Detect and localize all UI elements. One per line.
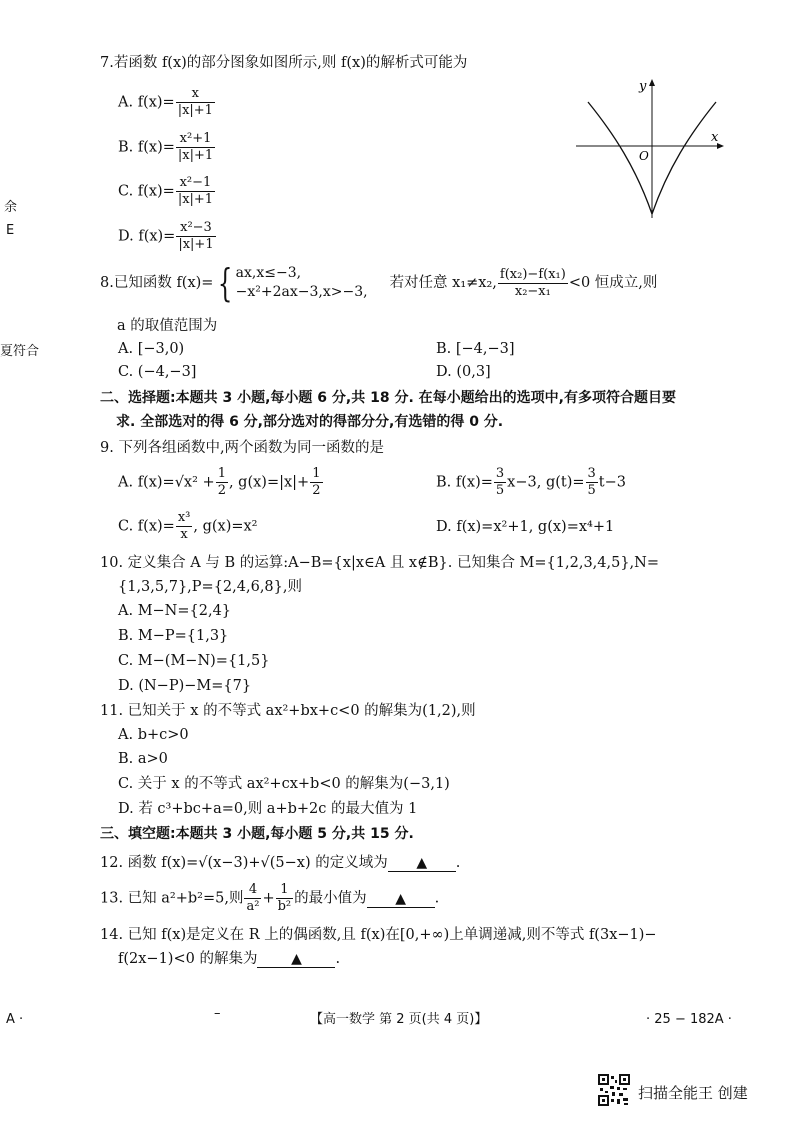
q8-option-b: B. [−4,−3] xyxy=(436,341,515,357)
q7-option-c xyxy=(118,175,216,208)
numerator: 1 xyxy=(276,882,294,899)
q11-option-c: C. 关于 x 的不等式 ax²+cx+b<0 的解集为(−3,1) xyxy=(118,776,450,792)
qr-code-icon xyxy=(598,1074,630,1106)
denominator: |x|+1 xyxy=(177,192,214,207)
q10-option-d: D. (N−P)−M={7} xyxy=(118,678,252,694)
fraction xyxy=(176,86,215,119)
answer-blank[interactable] xyxy=(388,855,456,872)
scanner-watermark: 扫描全能王 创建 xyxy=(638,1084,748,1102)
numerator: x xyxy=(176,86,215,103)
q7-stem: 7.若函数 f(x)的部分图象如图所示,则 f(x)的解析式可能为 xyxy=(100,55,468,71)
option-prefix: C. f(x)= xyxy=(118,183,175,200)
fraction xyxy=(244,882,261,915)
y-axis-label: y xyxy=(639,79,647,94)
denominator: 2 xyxy=(312,483,321,498)
q11-option-d: D. 若 c³+bc+a=0,则 a+b+2c 的最大值为 1 xyxy=(118,801,418,817)
q10-option-a: A. M−N={2,4} xyxy=(118,603,232,619)
period: . xyxy=(455,855,461,871)
x-axis-label: x xyxy=(711,130,719,145)
section3-heading: 三、填空题:本题共 3 小题,每小题 5 分,共 15 分. xyxy=(100,826,414,842)
plus-sign: + xyxy=(262,890,275,907)
fraction xyxy=(176,175,215,208)
margin-fragment: 余 xyxy=(4,200,18,215)
denominator: a² xyxy=(246,899,260,914)
q8-line2: a 的取值范围为 xyxy=(117,318,218,334)
q8-stem xyxy=(100,261,658,305)
fraction xyxy=(176,131,215,164)
q12-text: 12. 函数 f(x)=√(x−3)+√(5−x) 的定义域为 xyxy=(100,855,388,871)
numerator: f(x₂)−f(x₁) xyxy=(499,266,566,282)
option-prefix: B. f(x)= xyxy=(118,139,175,156)
numerator: 4 xyxy=(244,882,261,899)
q7-function-graph xyxy=(572,72,732,222)
q13-text-mid: 的最小值为 xyxy=(294,890,367,907)
triangle-marker: ▲ xyxy=(416,855,428,871)
q8-prefix: 8.已知函数 f(x)= xyxy=(100,275,214,291)
q7-option-d xyxy=(118,220,217,253)
denominator: x xyxy=(180,527,188,542)
case-one: ax,x≤−3, xyxy=(235,265,302,281)
numerator: x²−3 xyxy=(176,220,215,237)
q10-option-b: B. M−P={1,3} xyxy=(118,628,229,644)
fraction xyxy=(586,466,598,499)
section2-heading-cont: 求. 全部选对的得 6 分,部分选对的得部分分,有选错的得 0 分. xyxy=(116,414,504,430)
fraction xyxy=(310,466,322,499)
answer-blank[interactable] xyxy=(257,951,335,968)
footer-code: · 25 − 182A · xyxy=(646,1012,732,1027)
piecewise-brace: { xyxy=(218,261,233,305)
option-middle: , g(x)=|x|+ xyxy=(228,474,310,491)
period: . xyxy=(434,890,440,907)
q8-option-c: C. (−4,−3] xyxy=(118,364,197,380)
denominator: 5 xyxy=(587,483,596,498)
option-prefix: C. f(x)= xyxy=(118,518,175,535)
q8-suffix: <0 恒成立,则 xyxy=(568,275,658,291)
q7-option-a xyxy=(118,86,216,119)
q8-option-a: A. [−3,0) xyxy=(118,341,185,357)
option-prefix: A. f(x)= xyxy=(118,94,175,111)
q13-text: 13. 已知 a²+b²=5,则 xyxy=(100,890,244,907)
q10-stem-cont: {1,3,5,7},P={2,4,6,8},则 xyxy=(118,579,302,595)
triangle-marker: ▲ xyxy=(395,890,407,907)
footer-page-label: 【高一数学 第 2 页(共 4 页)】 xyxy=(310,1012,488,1027)
q12 xyxy=(100,852,460,874)
denominator: |x|+1 xyxy=(177,103,213,118)
curve-right xyxy=(652,102,716,214)
q8-option-d: D. (0,3] xyxy=(436,364,491,380)
fraction xyxy=(276,882,294,915)
margin-fragment: 夏符合 xyxy=(0,344,40,359)
numerator: x³ xyxy=(177,510,191,525)
denominator: |x|+1 xyxy=(178,237,214,252)
q14-text: f(2x−1)<0 的解集为 xyxy=(118,951,258,967)
footer-dash: – xyxy=(214,1006,221,1021)
numerator: 1 xyxy=(312,466,321,481)
q10-option-c: C. M−(M−N)={1,5} xyxy=(118,653,270,669)
q9-option-a xyxy=(118,466,324,499)
footer-left-mark: A · xyxy=(6,1012,24,1027)
option-prefix: A. f(x)=√x² + xyxy=(118,474,215,491)
y-axis-arrow xyxy=(649,79,655,86)
fraction xyxy=(498,267,568,300)
section2-heading: 二、选择题:本题共 3 小题,每小题 6 分,共 18 分. 在每小题给出的选项中,有多项符合题目要 xyxy=(100,390,676,406)
q10-stem: 10. 定义集合 A 与 B 的运算:A−B={x|x∈A 且 x∉B}. 已知集合 M={1,2,3,4,5},N= xyxy=(100,555,660,571)
option-suffix: t−3 xyxy=(598,474,626,491)
q9-stem: 9. 下列各组函数中,两个函数为同一函数的是 xyxy=(100,440,385,456)
period: . xyxy=(335,951,341,967)
numerator: 3 xyxy=(587,466,596,481)
fraction xyxy=(494,466,506,499)
q11-option-a: A. b+c>0 xyxy=(118,727,189,743)
numerator: x²+1 xyxy=(176,131,215,148)
fraction xyxy=(176,220,215,253)
q9-option-b xyxy=(436,466,626,499)
fraction xyxy=(216,466,228,499)
answer-blank[interactable] xyxy=(367,891,435,908)
q11-option-b: B. a>0 xyxy=(118,751,168,767)
origin-label: O xyxy=(639,149,649,163)
option-prefix: D. f(x)= xyxy=(118,228,176,245)
q13 xyxy=(100,882,439,915)
q14-stem-cont xyxy=(118,948,340,970)
q11-stem: 11. 已知关于 x 的不等式 ax²+bx+c<0 的解集为(1,2),则 xyxy=(100,703,476,719)
q9-option-c xyxy=(118,510,258,543)
q9-option-d: D. f(x)=x²+1, g(x)=x⁴+1 xyxy=(436,519,615,535)
numerator: 3 xyxy=(495,466,505,481)
option-middle: x−3, g(t)= xyxy=(507,474,585,491)
option-prefix: B. f(x)= xyxy=(436,474,493,491)
numerator: x²−1 xyxy=(176,175,215,192)
option-suffix: , g(x)=x² xyxy=(193,518,258,535)
denominator: 5 xyxy=(495,483,505,498)
q8-condition: 若对任意 x₁≠x₂, xyxy=(389,275,497,291)
q14-stem: 14. 已知 f(x)是定义在 R 上的偶函数,且 f(x)在[0,+∞)上单调递减,则不等式 f(3x−1)− xyxy=(100,927,657,943)
numerator: 1 xyxy=(217,466,226,481)
triangle-marker: ▲ xyxy=(291,951,302,967)
fraction xyxy=(176,510,193,543)
denominator: b² xyxy=(277,899,292,914)
denominator: |x|+1 xyxy=(177,148,214,163)
q7-option-b xyxy=(118,131,216,164)
denominator: x₂−x₁ xyxy=(514,283,551,299)
margin-fragment: E xyxy=(6,223,15,238)
denominator: 2 xyxy=(217,483,226,498)
case-two: −x²+2ax−3,x>−3, xyxy=(235,284,368,300)
piecewise-cases xyxy=(236,264,368,302)
